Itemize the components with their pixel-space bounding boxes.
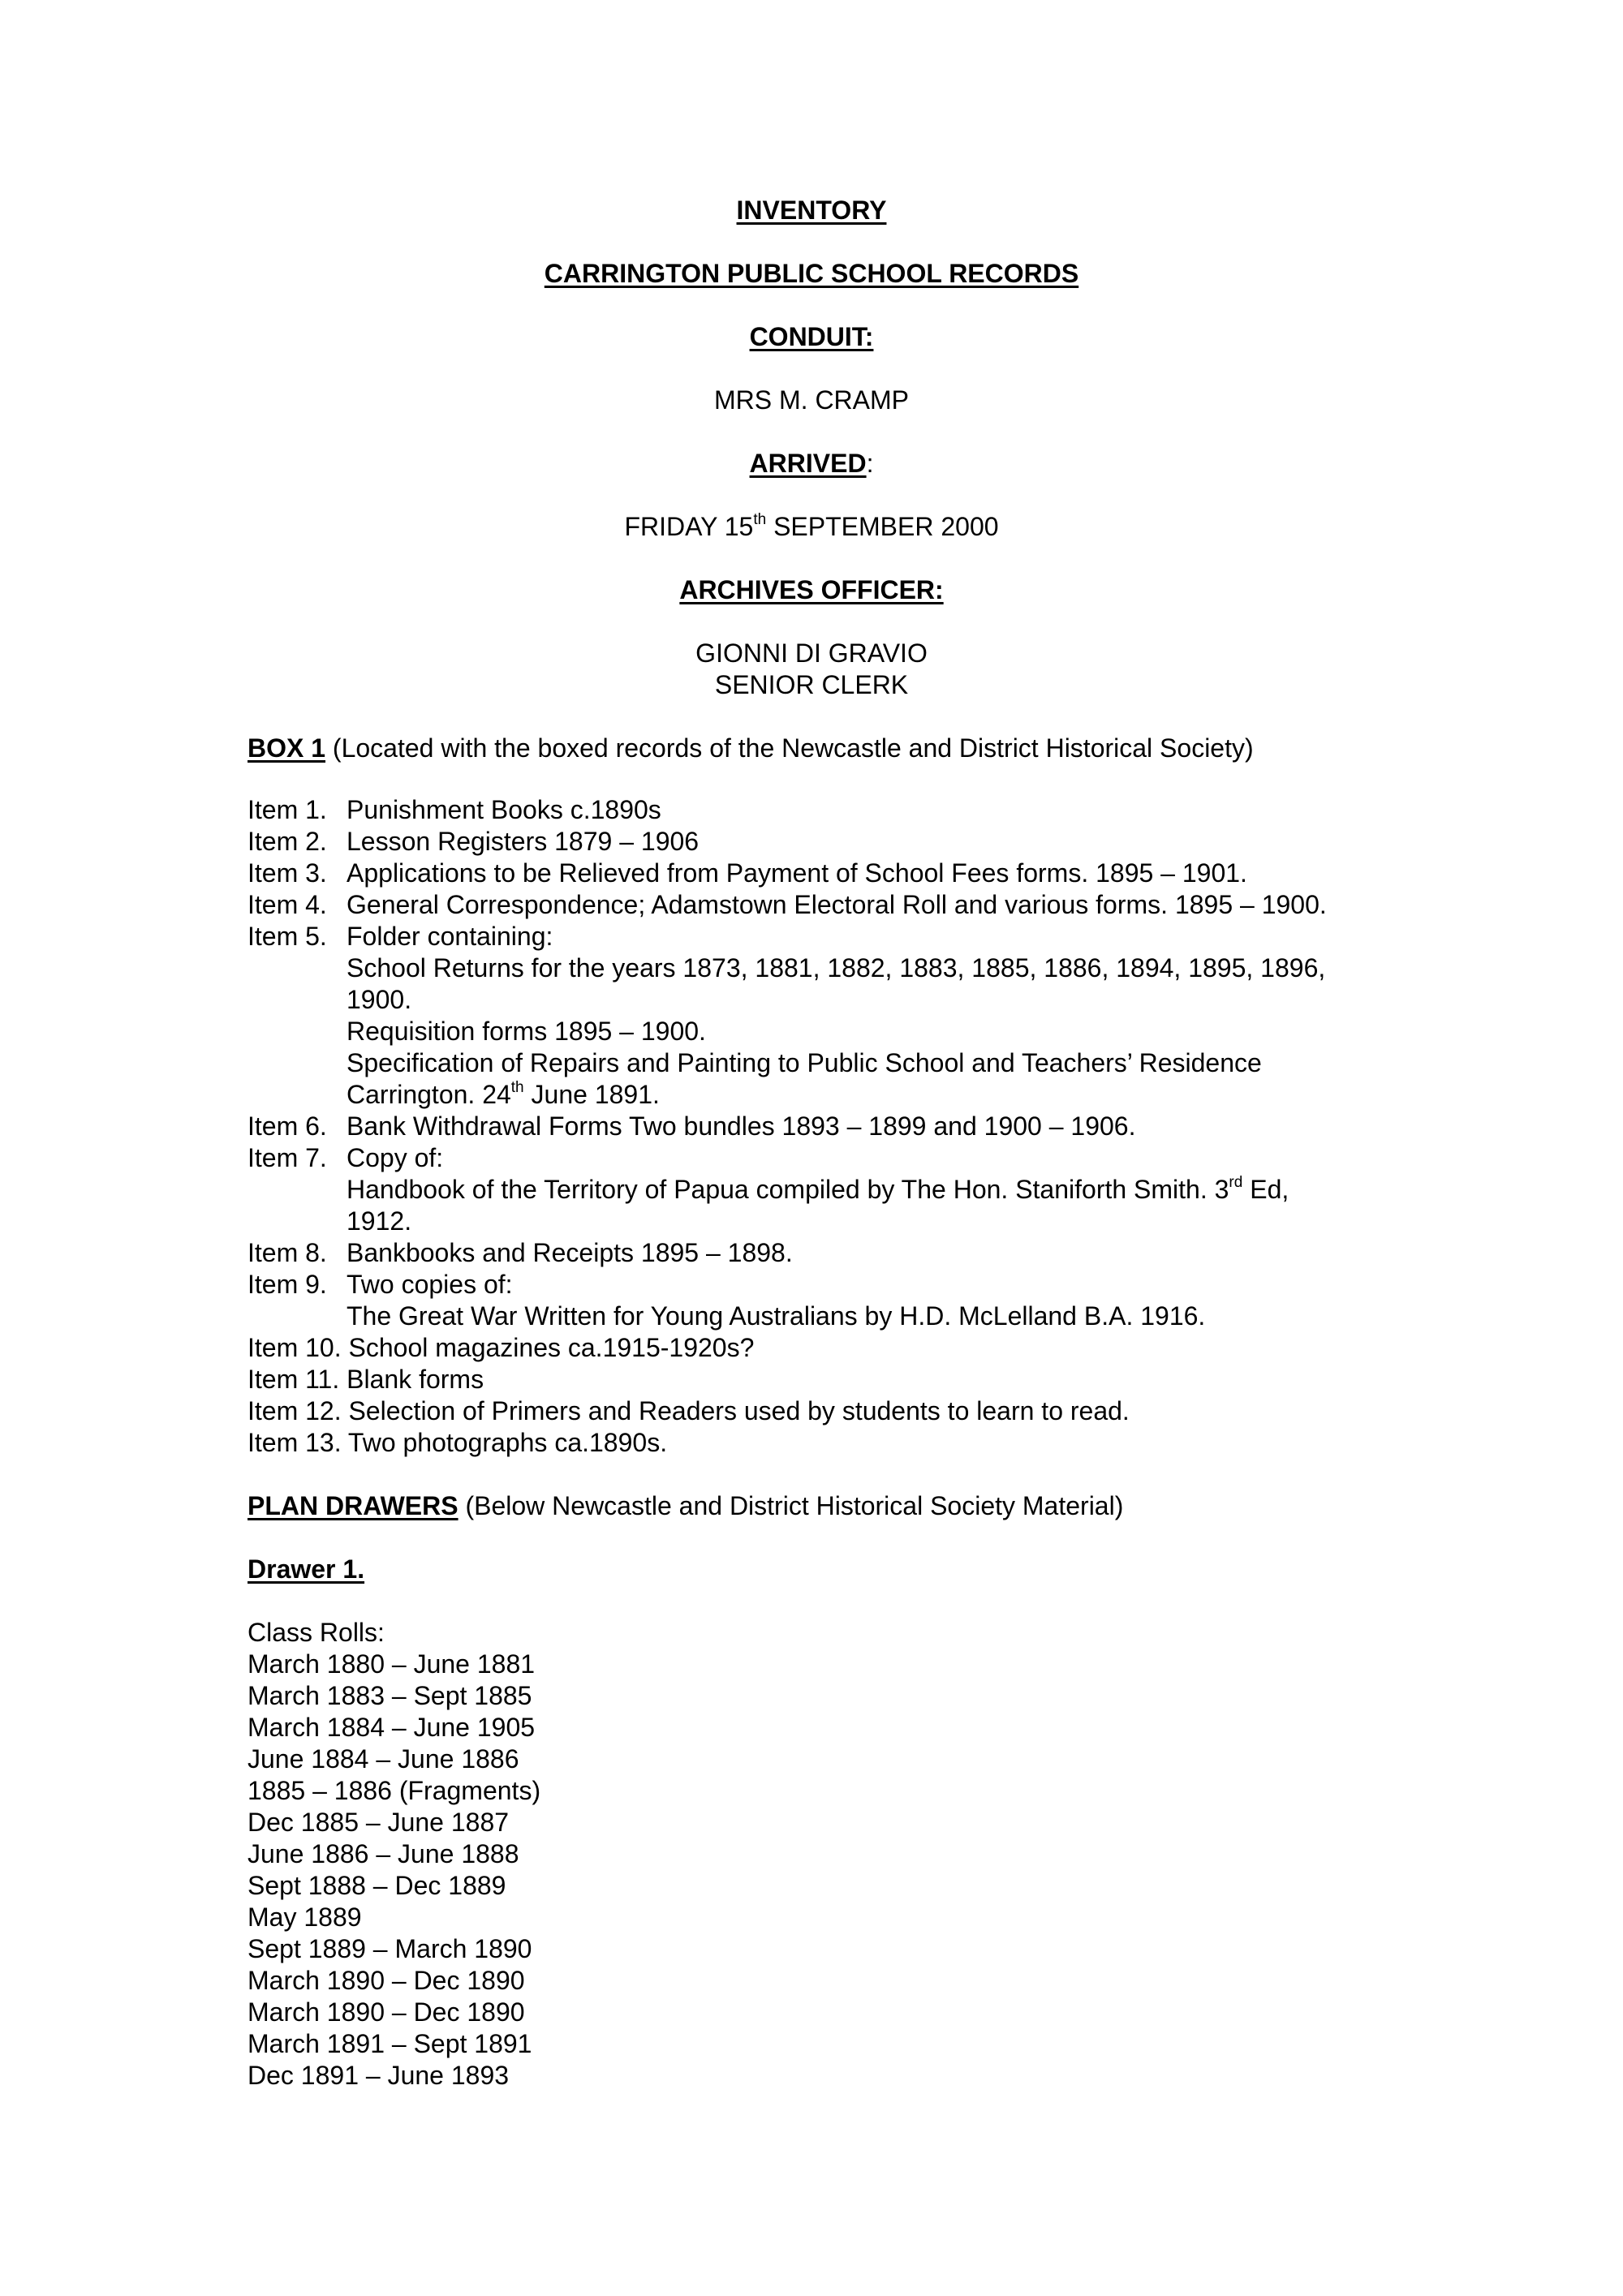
subline-post: June 1891. [523, 1080, 660, 1109]
class-rolls-intro: Class Rolls: [248, 1618, 385, 1647]
item-text: School magazines ca.1915-1920s? [341, 1333, 755, 1362]
title [0, 195, 1623, 226]
item-label: Item 12. [248, 1396, 342, 1425]
plan-drawers-heading: PLAN DRAWERS [248, 1491, 458, 1520]
item-text: Copy of: [347, 1143, 444, 1172]
item-text: Folder containing: [347, 922, 553, 951]
box1-heading: BOX 1 [248, 733, 326, 763]
drawer1-heading-line [248, 1554, 364, 1585]
list-item [248, 1237, 793, 1269]
subline-sup: th [510, 1079, 524, 1096]
class-roll-entry: June 1884 – June 1886 [248, 1744, 519, 1774]
item-text: Punishment Books c.1890s [347, 795, 661, 824]
list-item [248, 921, 553, 952]
class-roll-entry: May 1889 [248, 1903, 362, 1932]
item-subline: Specification of Repairs and Painting to Public School and Teachers’ Residence [347, 1048, 1262, 1077]
conduit-label-text: CONDUIT: [749, 322, 874, 351]
item-text: Applications to be Relieved from Payment of School Fees forms. 1895 – 1901. [347, 858, 1247, 888]
list-item [248, 1332, 754, 1364]
list-item [248, 1269, 513, 1301]
officer-title: SENIOR CLERK [714, 670, 909, 699]
list-item [248, 1111, 1135, 1142]
class-roll-entry: March 1880 – June 1881 [248, 1649, 536, 1679]
arrived-date-pre: FRIDAY 15 [624, 512, 754, 541]
item-label: Item 1. [248, 795, 327, 824]
item-text: Selection of Primers and Readers used by students to learn to read. [341, 1396, 1130, 1425]
item-text: Bank Withdrawal Forms Two bundles 1893 – 1899 and 1900 – 1906. [347, 1111, 1136, 1141]
class-roll-entry: March 1883 – Sept 1885 [248, 1681, 532, 1710]
list-item [248, 794, 661, 826]
list-item [248, 889, 1327, 921]
subtitle-text: CARRINGTON PUBLIC SCHOOL RECORDS [544, 259, 1079, 288]
conduit-name: MRS M. CRAMP [714, 385, 909, 415]
item-text: Blank forms [339, 1365, 484, 1394]
list-item [248, 1364, 484, 1395]
item-label: Item 6. [248, 1111, 327, 1141]
title-text: INVENTORY [736, 196, 887, 225]
class-roll-entry: March 1884 – June 1905 [248, 1713, 536, 1742]
item-subline [347, 1174, 1289, 1206]
subtitle [0, 258, 1623, 290]
item-subline: Requisition forms 1895 – 1900. [347, 1017, 706, 1046]
plan-drawers-heading-line [248, 1490, 1123, 1522]
arrived-date-sup: th [753, 511, 767, 528]
item-text: Two photographs ca.1890s. [341, 1428, 668, 1457]
arrived-colon: : [866, 449, 874, 478]
item-text: Two copies of: [347, 1270, 513, 1299]
item-subline: 1912. [347, 1206, 412, 1236]
item-label: Item 4. [248, 890, 327, 919]
class-roll-entry: March 1890 – Dec 1890 [248, 1997, 525, 2027]
list-item [248, 858, 1247, 889]
item-label: Item 5. [248, 922, 327, 951]
class-roll-entry: Dec 1885 – June 1887 [248, 1808, 510, 1837]
arrived-label-text: ARRIVED [749, 449, 867, 478]
box1-heading-line [248, 733, 1254, 764]
officer-label-text: ARCHIVES OFFICER: [679, 575, 944, 604]
item-label: Item 11. [248, 1365, 340, 1394]
class-roll-entry: Dec 1891 – June 1893 [248, 2061, 510, 2090]
item-label: Item 10. [248, 1333, 342, 1362]
officer-name: GIONNI DI GRAVIO [695, 638, 928, 668]
subline-pre: Handbook of the Territory of Papua compiled by The Hon. Staniforth Smith. 3 [347, 1175, 1229, 1204]
item-subline: School Returns for the years 1873, 1881, 1882, 1883, 1885, 1886, 1894, 1895, 1896, [347, 953, 1326, 982]
arrived-date [0, 511, 1623, 543]
item-text: General Correspondence; Adamstown Electoral Roll and various forms. 1895 – 1900. [347, 890, 1327, 919]
plan-drawers-note: (Below Newcastle and District Historical Society Material) [458, 1491, 1124, 1520]
subline-sup: rd [1229, 1174, 1243, 1191]
class-roll-entry: March 1891 – Sept 1891 [248, 2029, 532, 2058]
class-roll-entry: 1885 – 1886 (Fragments) [248, 1776, 541, 1805]
item-label: Item 8. [248, 1238, 327, 1267]
officer-label [0, 574, 1623, 606]
item-label: Item 3. [248, 858, 327, 888]
item-subline: 1900. [347, 985, 412, 1014]
item-label: Item 2. [248, 827, 327, 856]
subline-pre: Carrington. 24 [347, 1080, 511, 1109]
list-item [248, 826, 699, 858]
class-roll-entry: Sept 1888 – Dec 1889 [248, 1871, 506, 1900]
arrived-date-post: SEPTEMBER 2000 [766, 512, 999, 541]
arrived-label [0, 448, 1623, 479]
item-label: Item 13. [248, 1428, 342, 1457]
box1-note: (Located with the boxed records of the Newcastle and District Historical Society) [325, 733, 1254, 763]
subline-post: Ed, [1242, 1175, 1289, 1204]
item-label: Item 9. [248, 1270, 327, 1299]
list-item [248, 1427, 667, 1459]
item-label: Item 7. [248, 1143, 327, 1172]
drawer1-heading: Drawer 1. [248, 1554, 365, 1584]
list-item [248, 1395, 1130, 1427]
class-roll-entry: Sept 1889 – March 1890 [248, 1934, 532, 1963]
item-subline: The Great War Written for Young Australians by H.D. McLelland B.A. 1916. [347, 1301, 1206, 1331]
list-item [248, 1142, 443, 1174]
item-text: Bankbooks and Receipts 1895 – 1898. [347, 1238, 793, 1267]
item-subline [347, 1079, 660, 1111]
class-roll-entry: June 1886 – June 1888 [248, 1839, 519, 1868]
conduit-label [0, 321, 1623, 353]
class-roll-entry: March 1890 – Dec 1890 [248, 1966, 525, 1995]
item-text: Lesson Registers 1879 – 1906 [347, 827, 700, 856]
